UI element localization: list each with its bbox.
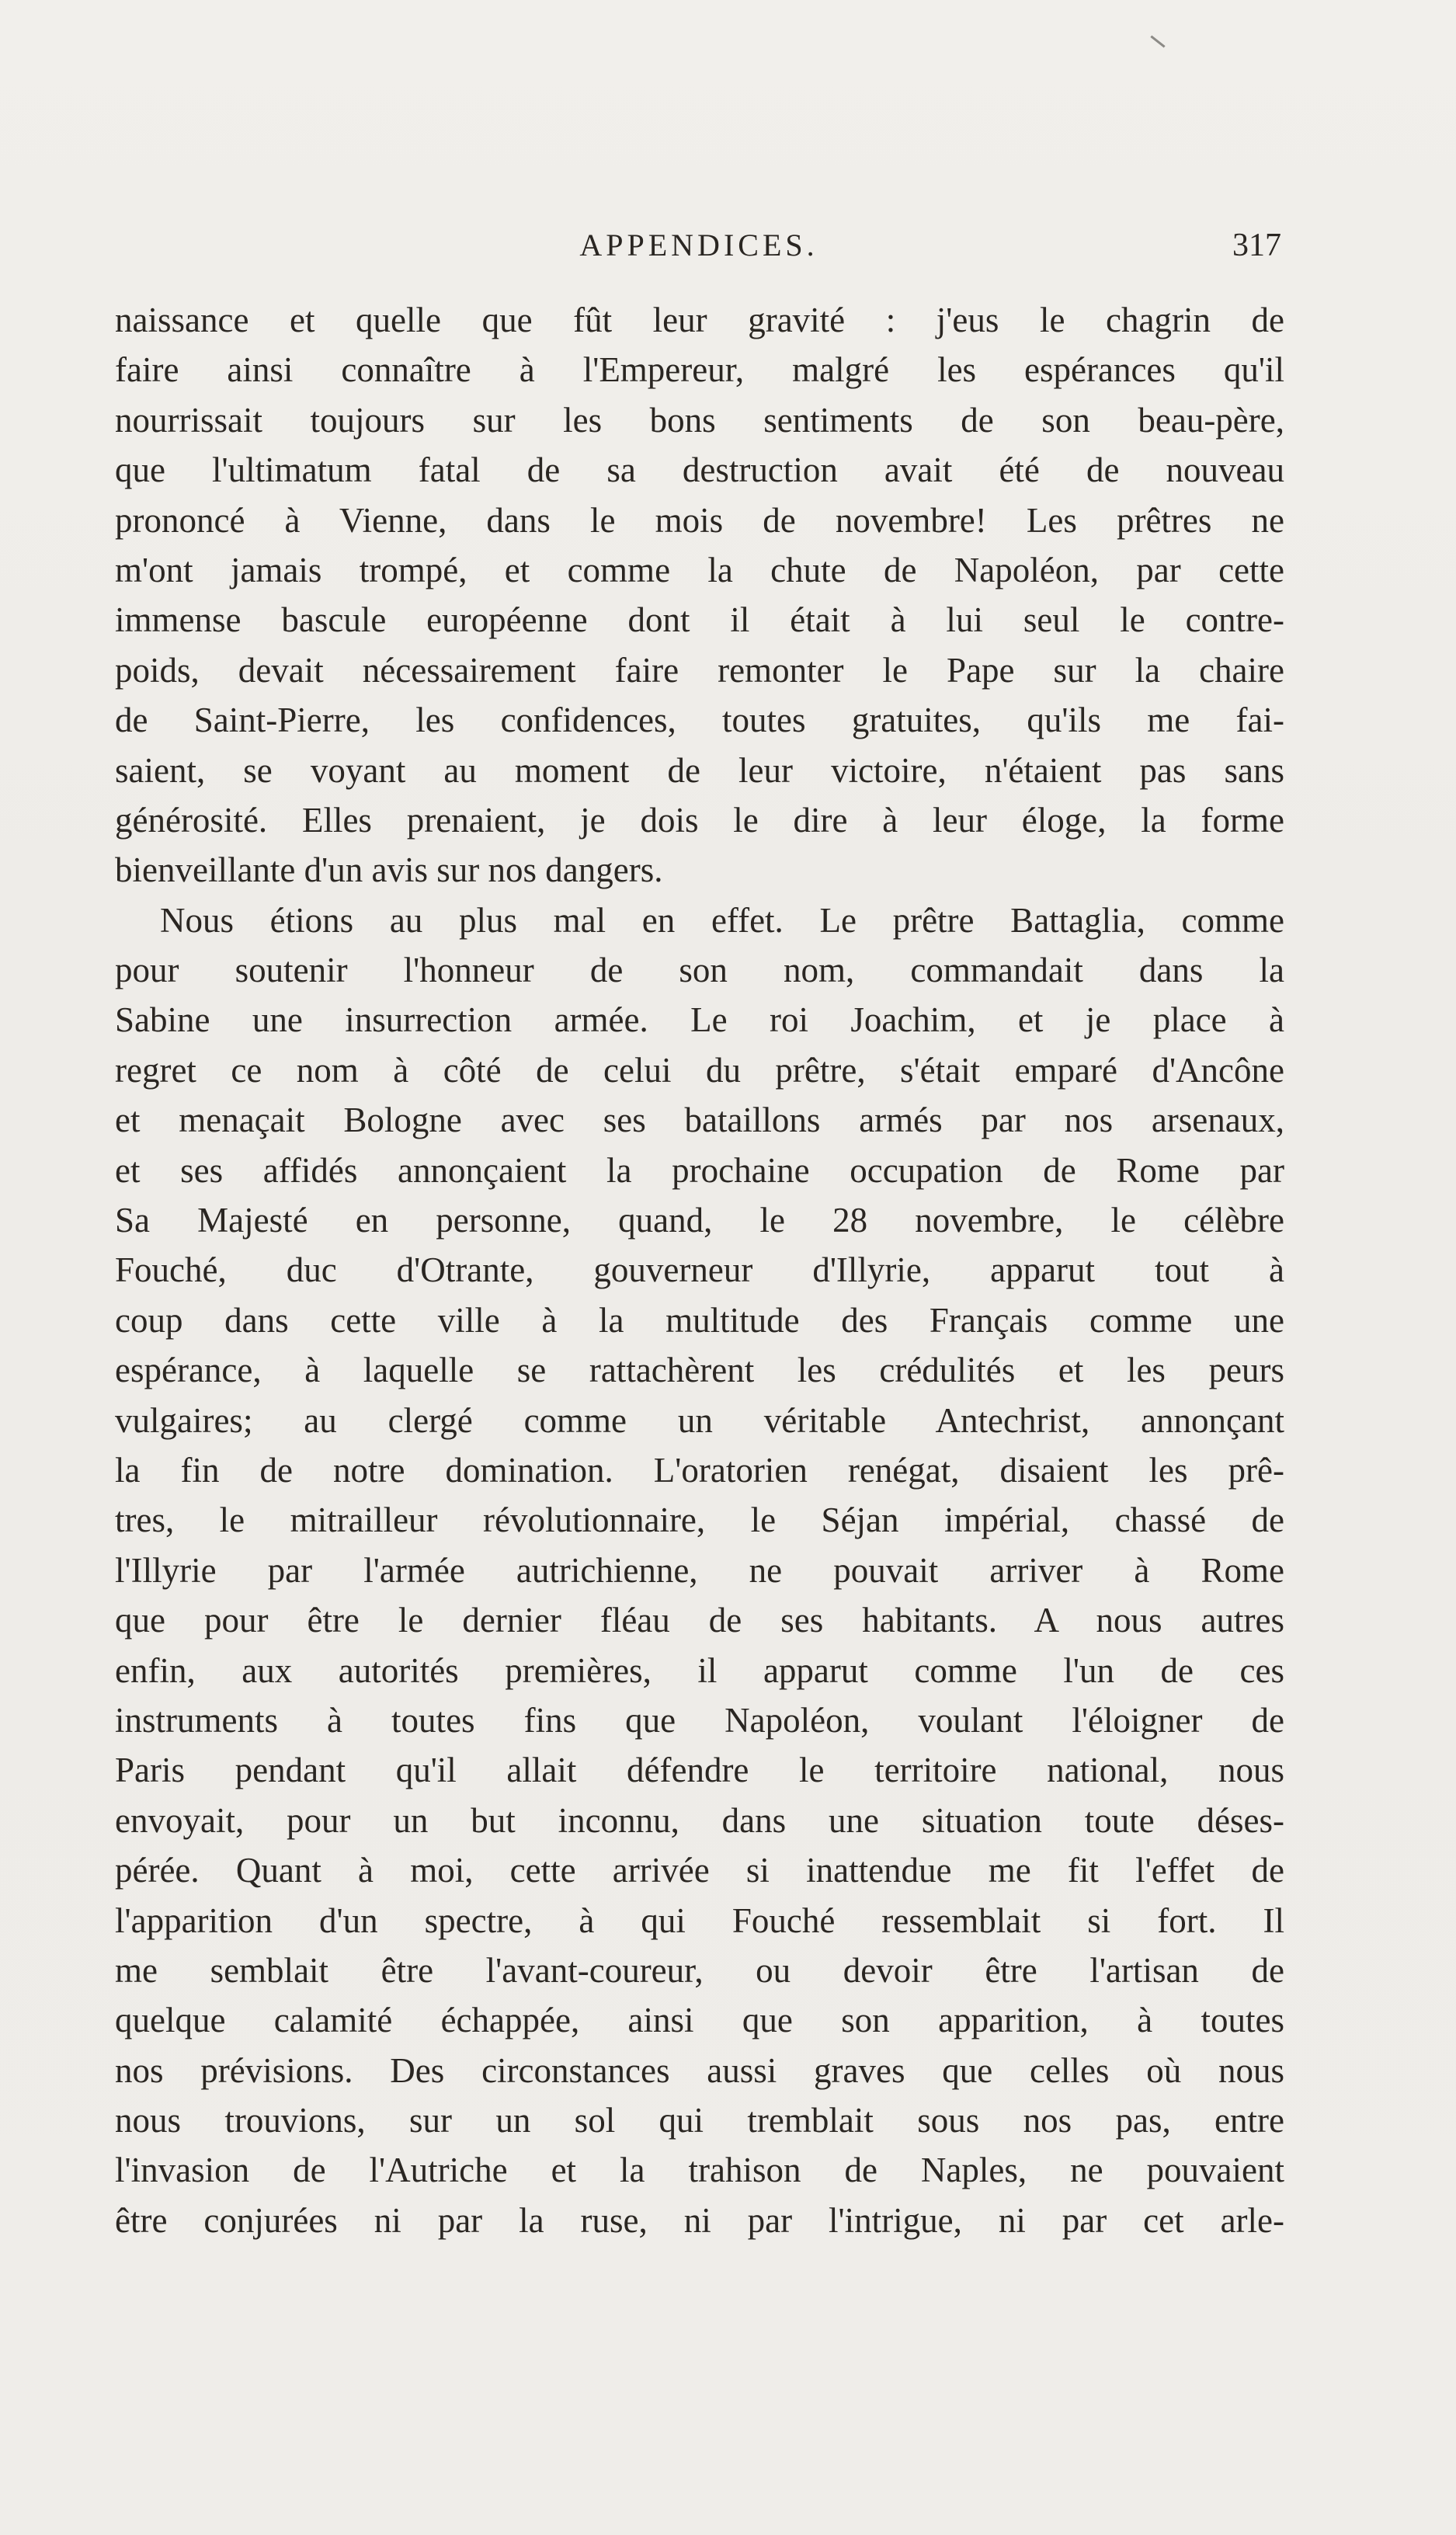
text-line: espérance, à laquelle se rattachèrent les crédulités et les peurs	[115, 1351, 1284, 1390]
text-line: nos prévisions. Des circonstances aussi graves que celles où nous	[115, 2050, 1284, 2090]
text-line: coup dans cette ville à la multitude des Français comme une	[115, 1300, 1284, 1340]
text-line: immense bascule européenne dont il était à lui seul le contre-	[115, 600, 1284, 640]
text-line: saient, se voyant au moment de leur victoire, n'étaient pas sans	[115, 750, 1284, 790]
text-line: l'invasion de l'Autriche et la trahison de Naples, ne pouvaient	[115, 2151, 1284, 2190]
text-line: nourrissait toujours sur les bons sentiments de son beau-père,	[115, 400, 1284, 440]
text-line: poids, devait nécessairement faire remonter le Pape sur la chaire	[115, 650, 1284, 690]
text-line: me semblait être l'avant-coureur, ou devoir être l'artisan de	[115, 1950, 1284, 1990]
text-line: tres, le mitrailleur révolutionnaire, le Séjan impérial, chassé de	[115, 1500, 1284, 1540]
text-line: faire ainsi connaître à l'Empereur, malgré les espérances qu'il	[115, 350, 1284, 390]
page-number: 317	[1232, 228, 1281, 263]
text-line: vulgaires; au clergé comme un véritable Antechrist, annonçant	[115, 1400, 1284, 1440]
text-line: naissance et quelle que fût leur gravité : j'eus le chagrin de	[115, 301, 1284, 339]
text-line: Fouché, duc d'Otrante, gouverneur d'Illyrie, apparut tout à	[115, 1250, 1284, 1290]
text-line: m'ont jamais trompé, et comme la chute de Napoléon, par cette	[115, 550, 1284, 589]
scan-mark	[1150, 36, 1165, 48]
text-line: et menaçait Bologne avec ses bataillons armés par nos arsenaux,	[115, 1101, 1284, 1140]
text-line: être conjurées ni par la ruse, ni par l'intrigue, ni par cet arle-	[115, 2200, 1284, 2240]
body-text	[115, 295, 1284, 2245]
text-line: nous trouvions, sur un sol qui tremblait sous nos pas, entre	[115, 2101, 1284, 2140]
text-line: générosité. Elles prenaient, je dois le dire à leur éloge, la forme	[115, 800, 1284, 840]
text-line: pérée. Quant à moi, cette arrivée si inattendue me fit l'effet de	[115, 1851, 1284, 1890]
text-line: Sa Majesté en personne, quand, le 28 novembre, le célèbre	[115, 1201, 1284, 1240]
text-line: l'Illyrie par l'armée autrichienne, ne pouvait arriver à Rome	[115, 1550, 1284, 1590]
text-line: Sabine une insurrection armée. Le roi Joachim, et je place à	[115, 1000, 1284, 1040]
text-line-paragraph-start: Nous étions au plus mal en effet. Le prêtre Battaglia, comme	[160, 900, 1284, 940]
text-line: que pour être le dernier fléau de ses habitants. A nous autres	[115, 1601, 1284, 1640]
text-line: l'apparition d'un spectre, à qui Fouché ressemblait si fort. Il	[115, 1900, 1284, 1940]
text-line: Paris pendant qu'il allait défendre le territoire national, nous	[115, 1751, 1284, 1790]
page-header	[116, 227, 1281, 273]
text-line: de Saint-Pierre, les confidences, toutes gratuites, qu'ils me fai-	[115, 701, 1284, 740]
text-line: envoyait, pour un but inconnu, dans une situation toute déses-	[115, 1800, 1284, 1840]
text-line: et ses affidés annonçaient la prochaine occupation de Rome par	[115, 1150, 1284, 1190]
running-head: APPENDICES.	[579, 228, 818, 263]
text-line: instruments à toutes fins que Napoléon, voulant l'éloigner de	[115, 1700, 1284, 1740]
text-line: prononcé à Vienne, dans le mois de novembre! Les prêtres ne	[115, 500, 1284, 540]
text-line: regret ce nom à côté de celui du prêtre, s'était emparé d'Ancône	[115, 1050, 1284, 1090]
text-line-paragraph-end: bienveillante d'un avis sur nos dangers.	[115, 850, 663, 890]
text-line: que l'ultimatum fatal de sa destruction avait été de nouveau	[115, 450, 1284, 490]
text-line: enfin, aux autorités premières, il apparut comme l'un de ces	[115, 1650, 1284, 1690]
text-line: pour soutenir l'honneur de son nom, commandait dans la	[115, 951, 1284, 990]
text-line: la fin de notre domination. L'oratorien renégat, disaient les prê-	[115, 1450, 1284, 1490]
text-line: quelque calamité échappée, ainsi que son apparition, à toutes	[115, 2001, 1284, 2040]
